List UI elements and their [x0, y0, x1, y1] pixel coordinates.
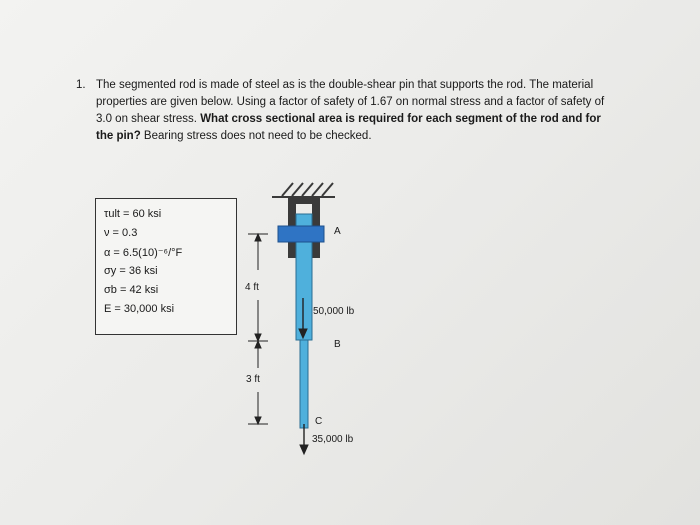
prop-poisson: ν = 0.3	[104, 227, 138, 239]
problem-question: What cross sectional area is required for each segment of the rod and for the pin?	[96, 113, 601, 142]
prop-tau-ult: τult = 60 ksi	[104, 208, 162, 220]
ceiling-support	[272, 183, 335, 197]
prop-alpha: α = 6.5(10)⁻⁶/°F	[104, 247, 183, 259]
prop-modulus: E = 30,000 ksi	[104, 303, 175, 315]
label-a: A	[334, 226, 341, 237]
double-shear-pin	[278, 226, 324, 242]
problem-number: 1.	[76, 79, 86, 91]
problem-note: Bearing stress does not need to be checked.	[143, 130, 372, 142]
label-b: B	[334, 339, 341, 350]
dim-upper-label: 4 ft	[245, 282, 259, 293]
label-c: C	[315, 416, 323, 427]
rod-segment-bc	[300, 340, 308, 428]
load-c-label: 35,000 lb	[312, 434, 354, 445]
prop-sigma-y: σy = 36 ksi	[104, 265, 158, 277]
problem-text: The segmented rod is made of steel as is the double-shear pin that supports the rod. The material properties are given below. Using a factor of safety of 1.67 on normal stress and a factor of safety of 3.0 on shear stress.	[96, 79, 605, 125]
prop-sigma-b: σb = 42 ksi	[104, 284, 159, 296]
dim-lower-label: 3 ft	[246, 374, 260, 385]
dimension-lines	[248, 234, 268, 424]
load-b-label: 50,000 lb	[313, 306, 355, 317]
